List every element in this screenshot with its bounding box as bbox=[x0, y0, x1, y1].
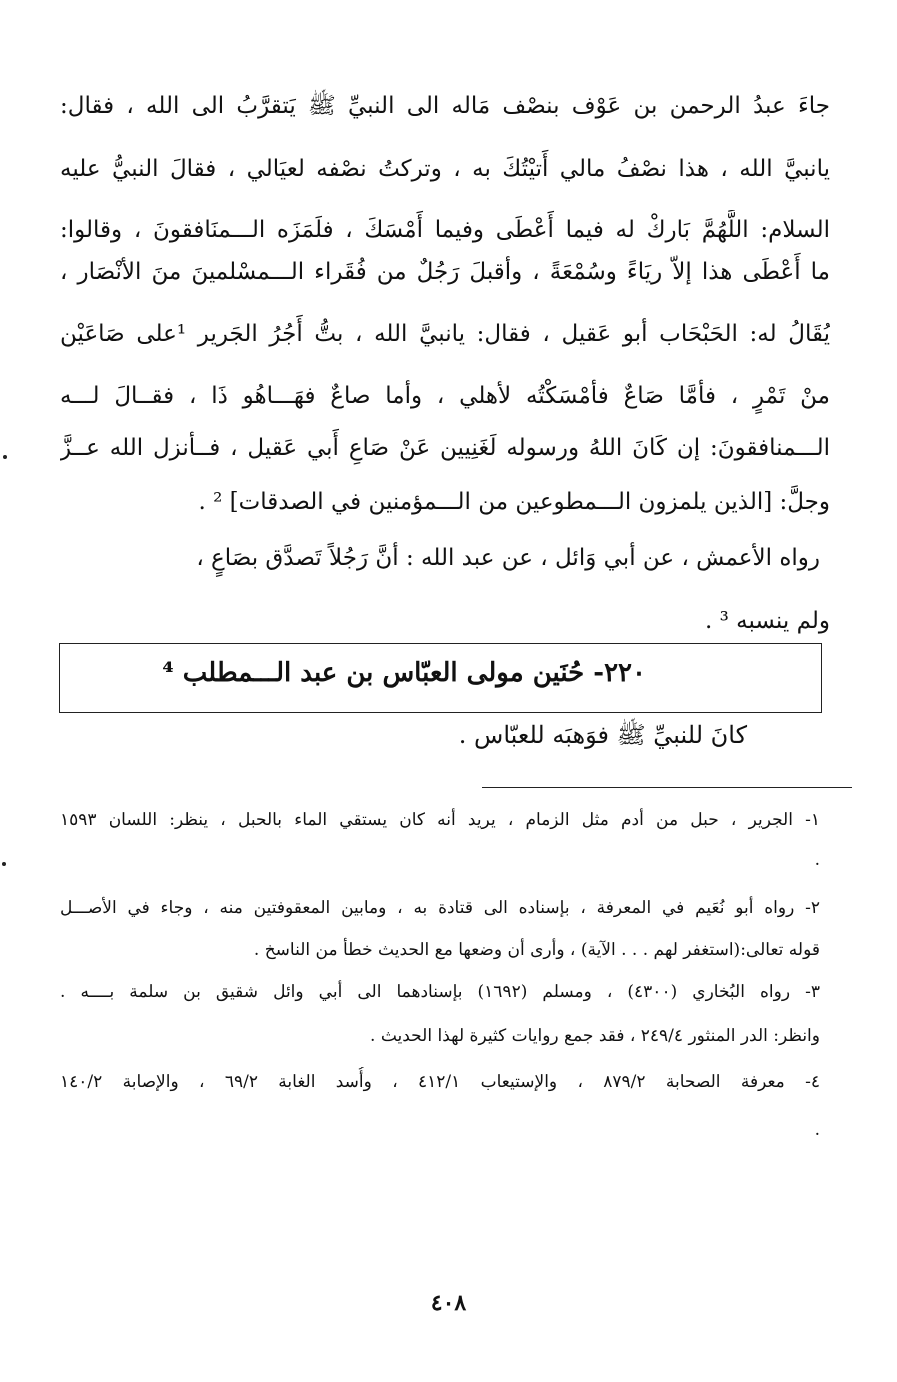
section-heading: ٢٢٠- حُنَين مولى العبّاس بن عبد الـــمطلب ⁴ bbox=[162, 658, 646, 688]
page-number: ٤٠٨ bbox=[430, 1290, 467, 1316]
scan-mark bbox=[3, 455, 7, 459]
footnote-2-line-2: قوله تعالى:(استغفر لهم . . . الآية) ، وأرى أن وضعها مع الحديث خطأ من الناسخ . bbox=[253, 940, 820, 960]
body-line-6: منْ تَمْرٍ ، فأمَّا صَاعٌ فأمْسَكْتُه لأهلي ، وأما صاعٌ فهَـــاهُو ذَا ، فقــالَ لـــه bbox=[60, 383, 830, 409]
body-line-8: وجلَّ: [الذين يلمزون الـــمطوعين من الـــمؤمنين في الصدقات] ² . bbox=[198, 489, 830, 515]
body-line-7: الـــمنافقونَ: إن كَانَ اللهُ ورسوله لَغَنِيين عَنْ صَاعِ أَبي عَقيل ، فــأنزل الله عــزَّ bbox=[60, 435, 830, 461]
footnote-4-line-1: ٤- معرفة الصحابة ٨٧٩/٢ ، والإستيعاب ٤١٢/١ ، وأُسد الغابة ٦٩/٢ ، والإصابة ١٤٠/٢ bbox=[60, 1072, 820, 1092]
section-body-line: كانَ للنبيِّ ﷺ فوَهبَه للعبّاس . bbox=[458, 721, 747, 749]
footnote-2-line-1: ٢- رواه أبو نُعَيم في المعرفة ، بإسناده الى قتادة به ، ومابين المعقوفتين منه ، وجاء في الأصـــل bbox=[60, 898, 820, 918]
footnote-separator bbox=[482, 787, 852, 788]
footnote-3-line-1: ٣- رواه البُخاري (٤٣٠٠) ، ومسلم (١٦٩٢) بإسنادهما الى أبي وائل شقيق بن سلمة بــــه . bbox=[60, 982, 820, 1002]
scan-mark bbox=[2, 862, 6, 866]
footnote-3-line-2: وانظر: الدر المنثور ٢٤٩/٤ ، فقد جمع روايات كثيرة لهذا الحديث . bbox=[370, 1026, 820, 1046]
body-line-9: رواه الأعمش ، عن أبي وَائل ، عن عبد الله : أنَّ رَجُلاً تَصدَّق بصَاعٍ ، bbox=[196, 545, 820, 571]
body-line-2: يانبيَّ الله ، هذا نصْفُ مالي أَتيْتُكَ به ، وتركتُ نصْفه لعيَالي ، فقالَ النبيُّ عليه bbox=[60, 156, 830, 182]
footnote-1-line-1: ١- الجرير ، حبل من أدم مثل الزمام ، يريد أنه كان يستقي الماء بالحبل ، ينظر: اللسان ١٥٩٣ bbox=[60, 810, 820, 830]
body-line-3: السلام: اللَّهُمَّ بَاركْ له فيما أَعْطَى وفيما أَمْسَكَ ، فلَمَزَه الـــمنَافقونَ ، وقالوا: bbox=[60, 217, 830, 243]
body-line-1: جاءَ عبدُ الرحمن بن عَوْف بنصْف مَاله الى النبيِّ ﷺ يَتقرَّبُ الى الله ، فقال: bbox=[60, 93, 830, 119]
footnote-4-line-2: . bbox=[814, 1120, 820, 1140]
body-line-4: ما أَعْطَى هذا إلاّ ريَاءً وسُمْعَةً ، وأقبلَ رَجُلٌ من فُقَراء الـــمسْلمينَ منَ الأنْصَار ، bbox=[60, 259, 830, 285]
footnotes bbox=[60, 805, 820, 1165]
body-line-10: ولم ينسبه ³ . bbox=[704, 608, 830, 634]
body-text bbox=[60, 86, 830, 646]
footnote-1-line-2: . bbox=[814, 850, 820, 870]
body-line-5: يُقَالُ له: الحَبْحَاب أبو عَقيل ، فقال: يانبيَّ الله ، بتُّ أَجُرُ الجَرير ¹على صَاعَيْن bbox=[60, 321, 830, 347]
section-heading-box bbox=[59, 643, 822, 713]
